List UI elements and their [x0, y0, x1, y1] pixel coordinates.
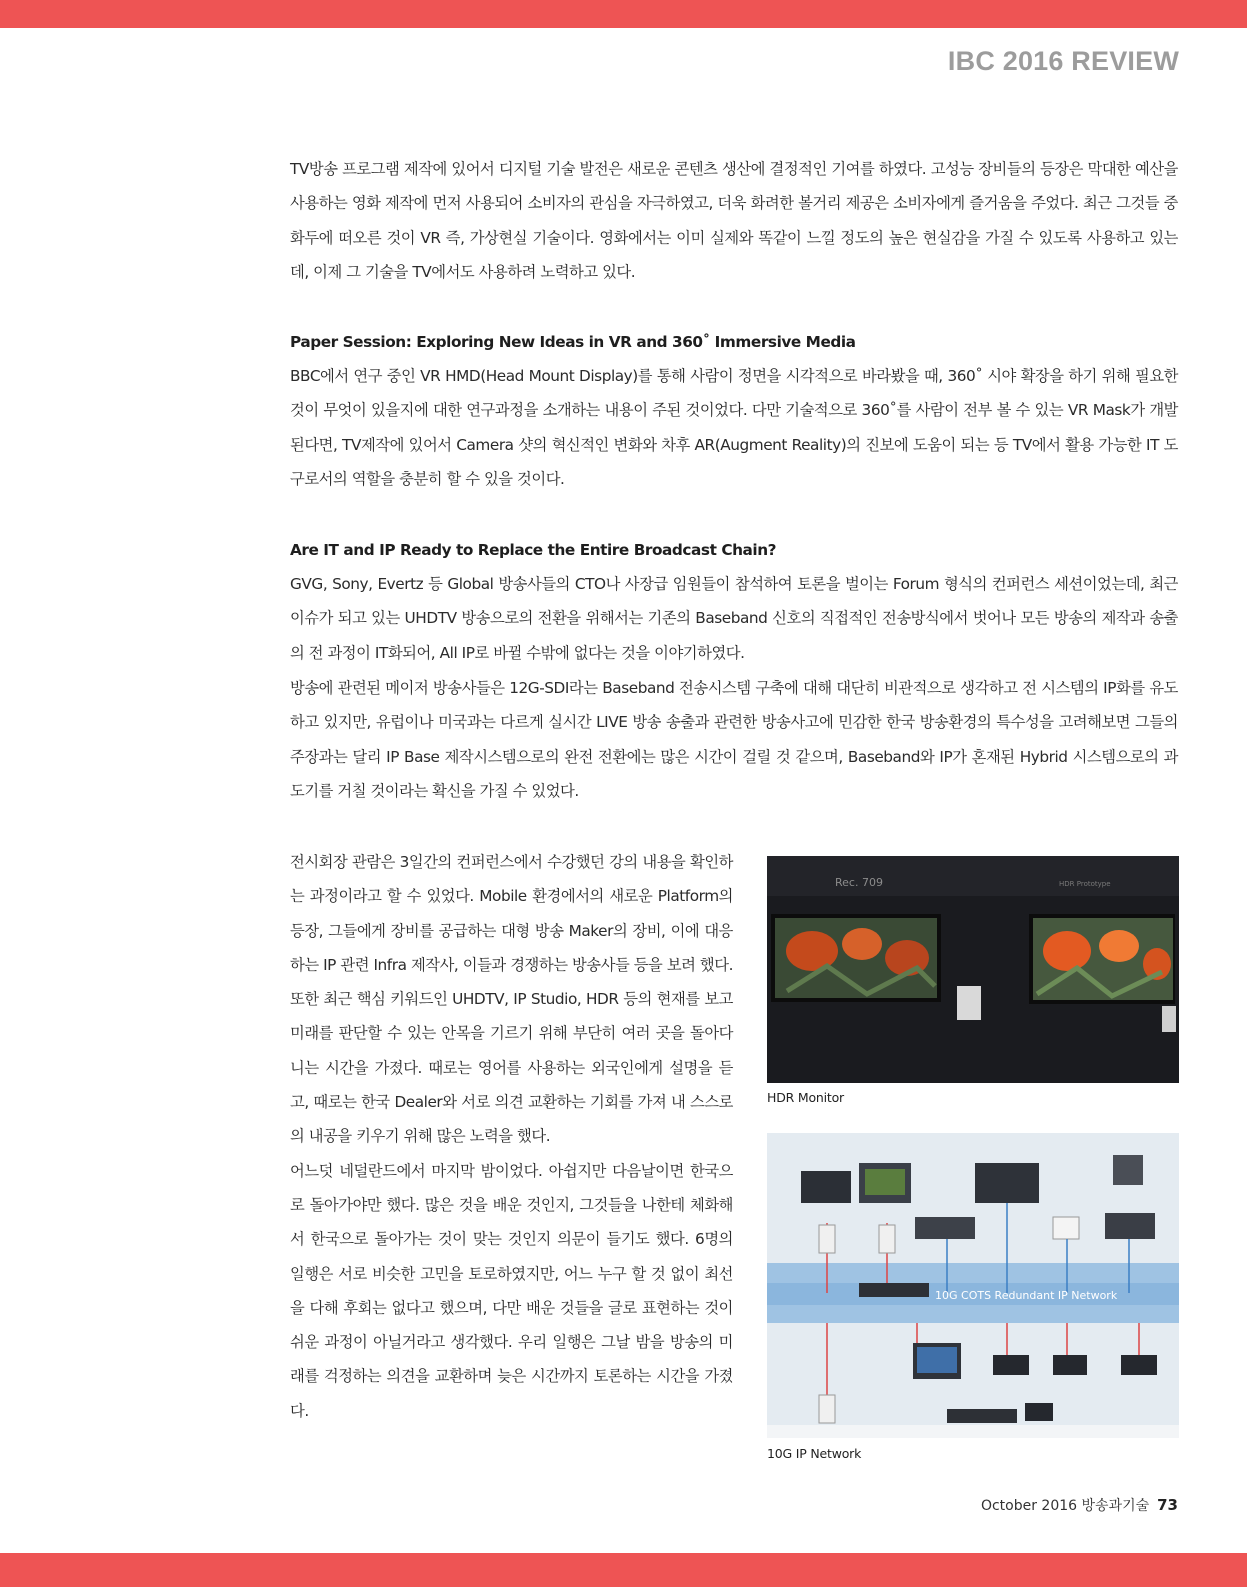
ip-network-caption: 10G IP Network — [767, 1446, 862, 1461]
hdr-prototype-label: HDR Prototype — [1059, 880, 1111, 888]
section2-body-1: GVG, Sony, Evertz 등 Global 방송사들의 CTO나 사장급 임원들이 참석하여 토론을 벌이는 Forum 형식의 컨퍼런스 세션이었는데, 최근 이슈가 되고 있는 UHDTV 방송으로의 전환을 위해서는 기존의 Baseband 신호의 직접적인 전송방식에서 벗어나 모든 방송의 제작과 송출의 전 과정이 IT화되어, All IP로 바뀔 수밖에 없다는 것을 이야기하였다. — [290, 575, 1178, 662]
footer-issue: October 2016 방송과기술 — [980, 1498, 1150, 1514]
section1-heading: Paper Session: Exploring New Ideas in VR and 360˚ Immersive Media — [290, 333, 856, 351]
closing-paragraph-2: 어느덧 네덜란드에서 마지막 밤이었다. 아쉽지만 다음날이면 한국으로 돌아가야만 했다. 많은 것을 배운 것인지, 그것들을 나한테 체화해서 한국으로 돌아가는 것이 맞는 것인지 의문이 들기도 했다. 6명의 일행은 서로 비슷한 고민을 토로하였지만, 어느 누구 할 것 없이 최선을 다해 후회는 없다고 했으며, 다만 배운 것들을 글로 표현하는 것이 쉬운 과정이 아닐거라고 생각했다. 우리 일행은 그날 밤을 방송의 미래를 걱정하는 의견을 교환하며 늦은 시간까지 토론하는 시간을 가졌다. — [290, 1161, 733, 1420]
page-header-title: IBC 2016 REVIEW — [947, 46, 1179, 76]
hdr-monitor-photo — [767, 856, 1179, 1083]
bottom-accent-bar — [0, 1553, 1247, 1587]
page-number: 73 — [1157, 1496, 1178, 1514]
network-band-label: 10G COTS Redundant IP Network — [935, 1289, 1118, 1302]
page-footer — [981, 1495, 1178, 1515]
top-accent-bar — [0, 0, 1247, 28]
section2-heading: Are IT and IP Ready to Replace the Entire Broadcast Chain? — [290, 541, 777, 559]
section1-body: BBC에서 연구 중인 VR HMD(Head Mount Display)를 통해 사람이 정면을 시각적으로 바라봤을 때, 360˚ 시야 확장을 하기 위해 필요한 것이 무엇이 있을지에 대한 연구과정을 소개하는 내용이 주된 것이었다. 다만 기술적으로 360˚를 사람이 전부 볼 수 있는 VR Mask가 개발된다면, TV제작에 있어서 Camera 샷의 혁신적인 변화와 차후 AR(Augment Reality)의 진보에 도움이 되는 등 TV에서 활용 가능한 IT 도구로서의 역할을 충분히 할 수 있을 것이다. — [290, 367, 1178, 488]
hdr-monitor-caption: HDR Monitor — [767, 1090, 844, 1105]
ip-network-photo — [767, 1133, 1179, 1438]
intro-paragraph: TV방송 프로그램 제작에 있어서 디지털 기술 발전은 새로운 콘텐츠 생산에 결정적인 기여를 하였다. 고성능 장비들의 등장은 막대한 예산을 사용하는 영화 제작에 먼저 사용되어 소비자의 관심을 자극하였고, 더욱 화려한 볼거리 제공은 소비자에게 즐거움을 주었다. 최근 그것들 중 화두에 떠오른 것이 VR 즉, 가상현실 기술이다. 영화에서는 이미 실제와 똑같이 느낄 정도의 높은 현실감을 가질 수 있도록 사용하고 있는데, 이제 그 기술을 TV에서도 사용하려 노력하고 있다. — [290, 160, 1178, 281]
closing-paragraph-1: 전시회장 관람은 3일간의 컨퍼런스에서 수강했던 강의 내용을 확인하는 과정이라고 할 수 있었다. Mobile 환경에서의 새로운 Platform의 등장, 그들에게 장비를 공급하는 대형 방송 Maker의 장비, 이에 대응하는 IP 관련 Infra 제작사, 이들과 경쟁하는 방송사들 등을 보려 했다. 또한 최근 핵심 키워드인 UHDTV, IP Studio, HDR 등의 현재를 보고 미래를 판단할 수 있는 안목을 기르기 위해 부단히 여러 곳을 돌아다니는 시간을 가졌다. 때로는 영어를 사용하는 외국인에게 설명을 듣고, 때로는 한국 Dealer와 서로 의견 교환하는 기회를 가져 내 스스로의 내공을 키우기 위해 많은 노력을 했다. — [290, 853, 733, 1146]
closing-column — [290, 845, 733, 1428]
section2-body-2: 방송에 관련된 메이저 방송사들은 12G-SDI라는 Baseband 전송시스템 구축에 대해 대단히 비관적으로 생각하고 전 시스템의 IP화를 유도하고 있지만, 유럽이나 미국과는 다르게 실시간 LIVE 방송 송출과 관련한 방송사고에 민감한 한국 방송환경의 특수성을 고려해보면 그들의 주장과는 달리 IP Base 제작시스템으로의 완전 전환에는 많은 시간이 걸릴 것 같으며, Baseband와 IP가 혼재된 Hybrid 시스템으로의 과도기를 거칠 것이라는 확신을 가질 수 있었다. — [290, 679, 1178, 800]
rec709-label: Rec. 709 — [835, 876, 883, 889]
